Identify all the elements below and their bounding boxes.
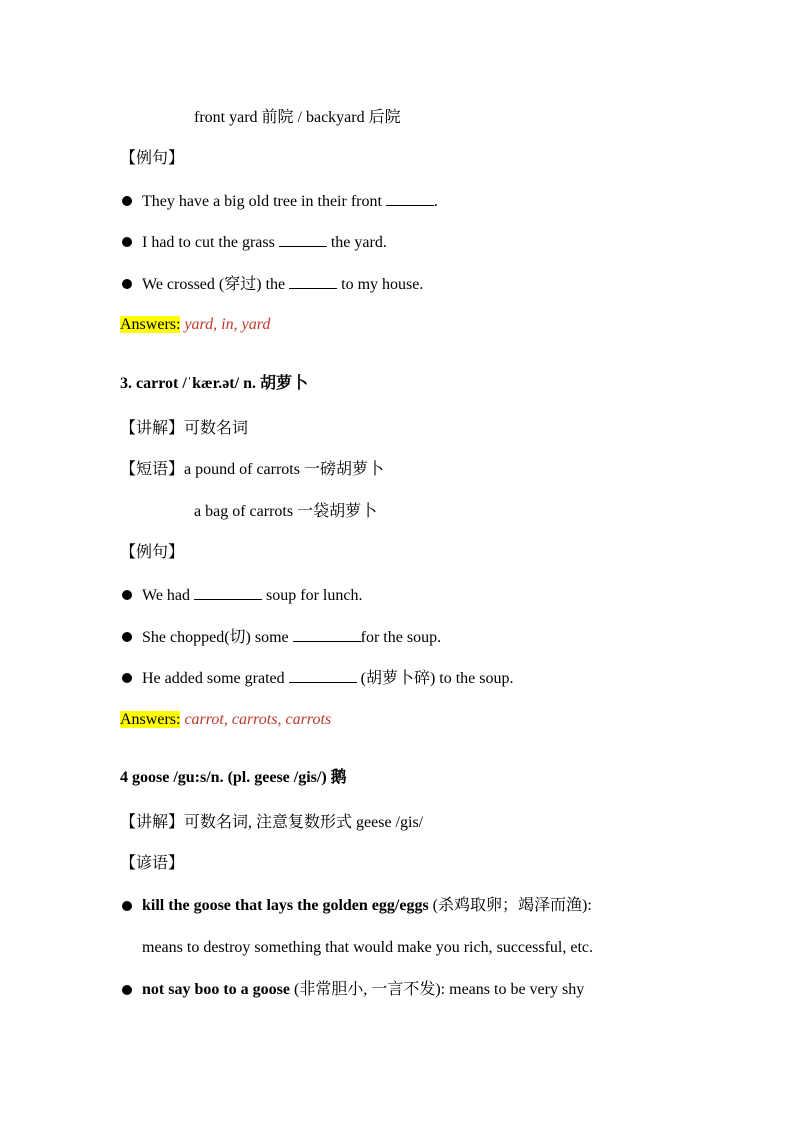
sentence-part: We had xyxy=(142,587,195,604)
sentence-part: She chopped(切) some xyxy=(142,629,293,646)
bullet-icon xyxy=(122,237,132,247)
bullet-icon xyxy=(122,901,132,911)
bullet-icon xyxy=(122,279,132,289)
answers-line xyxy=(120,315,270,335)
example-header: 【例句】 xyxy=(120,150,185,167)
blank-line xyxy=(289,274,337,289)
phrase-line-yard: front yard 前院 / backyard 后院 xyxy=(194,109,401,126)
explain-label: 【讲解】 xyxy=(120,814,185,831)
blank-line xyxy=(386,191,434,206)
example-sentence xyxy=(142,274,423,295)
idiom-phrase: not say boo to a goose xyxy=(142,981,291,998)
word-heading-carrot: 3. carrot /ˈkær.ət/ n. 胡萝卜 xyxy=(120,375,308,392)
answers-label: Answers: xyxy=(120,316,181,333)
sentence-part: We crossed (穿过) the xyxy=(142,276,290,293)
phrase-label: 【短语】 xyxy=(120,461,185,478)
phrase-line: a bag of carrots 一袋胡萝卜 xyxy=(194,503,378,520)
blank-line xyxy=(194,585,262,600)
sentence-part: the yard. xyxy=(326,234,387,251)
sentence-part: He added some grated xyxy=(142,670,289,687)
idiom-meaning: (杀鸡取卵；竭泽而渔): xyxy=(428,897,592,914)
sentence-part: for the soup. xyxy=(360,629,442,646)
example-sentence xyxy=(142,585,362,606)
idiom-line xyxy=(142,896,592,916)
idiom-meaning: (非常胆小, 一言不发): means to be very shy xyxy=(290,981,585,998)
sentence-part: I had to cut the grass xyxy=(142,234,279,251)
sentence-part: (胡萝卜碎) to the soup. xyxy=(356,670,514,687)
idiom-line xyxy=(142,980,584,1000)
idiom-header: 【谚语】 xyxy=(120,855,185,872)
answers-line xyxy=(120,710,331,730)
sentence-part: soup for lunch. xyxy=(262,587,363,604)
phrase-text: a pound of carrots 一磅胡萝卜 xyxy=(184,461,384,478)
explain-text: 可数名词, 注意复数形式 geese /gis/ xyxy=(184,814,424,831)
explain-line xyxy=(120,813,423,833)
example-sentence xyxy=(142,232,387,253)
sentence-part: to my house. xyxy=(337,276,424,293)
sentence-part: They have a big old tree in their front xyxy=(142,193,386,210)
example-header: 【例句】 xyxy=(120,544,185,561)
bullet-icon xyxy=(122,590,132,600)
bullet-icon xyxy=(122,196,132,206)
bullet-icon xyxy=(122,673,132,683)
explain-line xyxy=(120,419,248,439)
sentence-part: . xyxy=(433,193,438,210)
idiom-phrase: kill the goose that lays the golden egg/eggs xyxy=(142,897,429,914)
explain-text: 可数名词 xyxy=(184,420,249,437)
answers-text: carrot, carrots, carrots xyxy=(180,711,332,728)
example-sentence xyxy=(142,191,438,212)
example-sentence xyxy=(142,668,514,689)
blank-line xyxy=(293,627,361,642)
idiom-continuation: means to destroy something that would make you rich, successful, etc. xyxy=(142,939,594,956)
explain-label: 【讲解】 xyxy=(120,420,185,437)
bullet-icon xyxy=(122,985,132,995)
answers-label: Answers: xyxy=(120,711,181,728)
word-heading-goose: 4 goose /gu:s/n. (pl. geese /gis/) 鹅 xyxy=(120,769,347,786)
phrase-line xyxy=(120,460,384,480)
answers-text: yard, in, yard xyxy=(180,316,271,333)
blank-line xyxy=(289,668,357,683)
blank-line xyxy=(279,232,327,247)
example-sentence xyxy=(142,627,441,648)
bullet-icon xyxy=(122,632,132,642)
